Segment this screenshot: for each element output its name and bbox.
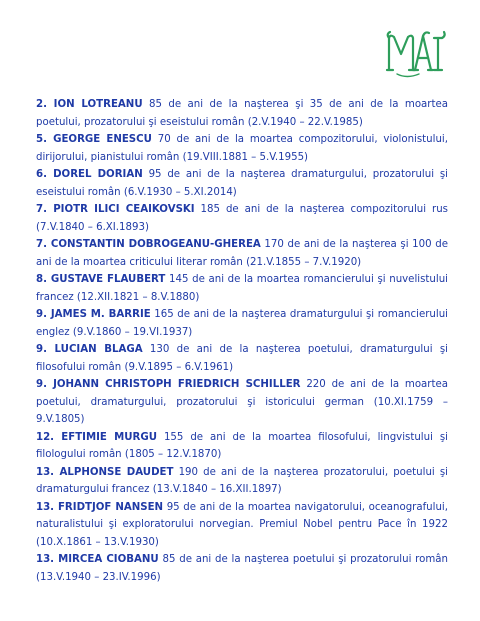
- entry-text: 190 de ani de la naşterea prozatorului, poetului şi dramaturgului francez (13.V.1840 – 16.XII.1897): [36, 466, 449, 495]
- list-item: [36, 341, 448, 376]
- list-item: [36, 236, 448, 271]
- entry-name: 12. EFTIMIE MURGU: [36, 431, 157, 443]
- list-item: [36, 429, 448, 464]
- anniversary-list: [36, 96, 448, 586]
- entry-text: 170 de ani de la naşterea şi 100 de ani de la moartea criticului literar român (21.V.1855 – 7.V.1920): [36, 239, 448, 268]
- entry-text: 85 de ani de la naşterea poetului şi prozatorului român (13.V.1940 – 23.IV.1996): [36, 554, 449, 583]
- list-item: [36, 376, 448, 429]
- entry-text: 95 de ani de la naşterea dramaturgului, prozatorului şi eseistului român (6.V.1930 – 5.XI.2014): [36, 169, 448, 198]
- entry-text: 130 de ani de la naşterea poetului, dramaturgului şi filosofului român (9.V.1895 – 6.V.1961): [36, 344, 448, 373]
- list-item: [36, 166, 448, 201]
- entry-text: 165 de ani de la naşterea dramaturgului şi romancierului englez (9.V.1860 – 19.VI.1937): [36, 309, 448, 338]
- list-item: [36, 131, 448, 166]
- list-item: [36, 499, 448, 552]
- entry-name: 7. PIOTR ILICI CEAIKOVSKI: [36, 204, 195, 215]
- list-item: [36, 271, 448, 306]
- entry-text: 85 de ani de la naşterea şi 35 de ani de la moartea poetului, prozatorului şi eseistului român (2.V.1940 – 22.V.1985): [36, 99, 448, 128]
- month-logo: [385, 28, 447, 80]
- entry-name: 8. GUSTAVE FLAUBERT: [36, 274, 166, 285]
- entry-name: 5. GEORGE ENESCU: [36, 134, 152, 145]
- mai-logo-icon: [385, 28, 447, 80]
- entry-name: 13. MIRCEA CIOBANU: [36, 554, 159, 565]
- entry-text: 185 de ani de la naşterea compozitorului rus (7.V.1840 – 6.XI.1893): [36, 204, 448, 233]
- list-item: [36, 96, 448, 131]
- entry-text: 95 de ani de la moartea navigatorului, oceanografului, naturalistului şi exploratorului norvegian. Premiul Nobel pentru Pace în 1922 (10.X.1861 – 13.V.1930): [36, 501, 448, 548]
- entry-text: 70 de ani de la moartea compozitorului, violonistului, dirijorului, pianistului român (19.VIII.1881 – 5.V.1955): [36, 134, 448, 163]
- list-item: [36, 306, 448, 341]
- entry-name: 2. ION LOTREANU: [36, 99, 143, 110]
- list-item: [36, 464, 448, 499]
- entry-text: 155 de ani de la moartea filosofului, lingvistului şi filologului român (1805 – 12.V.1870): [36, 431, 448, 460]
- entry-name: 9. JAMES M. BARRIE: [36, 309, 151, 320]
- entry-text: 145 de ani de la moartea romancierului şi nuvelistului francez (12.XII.1821 – 8.V.1880): [36, 274, 448, 303]
- entry-name: 13. ALPHONSE DAUDET: [36, 466, 174, 478]
- entry-text: 220 de ani de la moartea poetului, dramaturgului, prozatorului şi istoricului german (10.XI.1759 – 9.V.1805): [36, 379, 448, 425]
- entry-name: 13. FRIDTJOF NANSEN: [36, 501, 164, 513]
- entry-name: 7. CONSTANTIN DOBROGEANU-GHEREA: [36, 239, 261, 250]
- entry-name: 9. JOHANN CHRISTOPH FRIEDRICH SCHILLER: [36, 379, 301, 390]
- entry-name: 9. LUCIAN BLAGA: [36, 344, 143, 355]
- entry-name: 6. DOREL DORIAN: [36, 169, 143, 180]
- list-item: [36, 201, 448, 236]
- list-item: [36, 551, 448, 586]
